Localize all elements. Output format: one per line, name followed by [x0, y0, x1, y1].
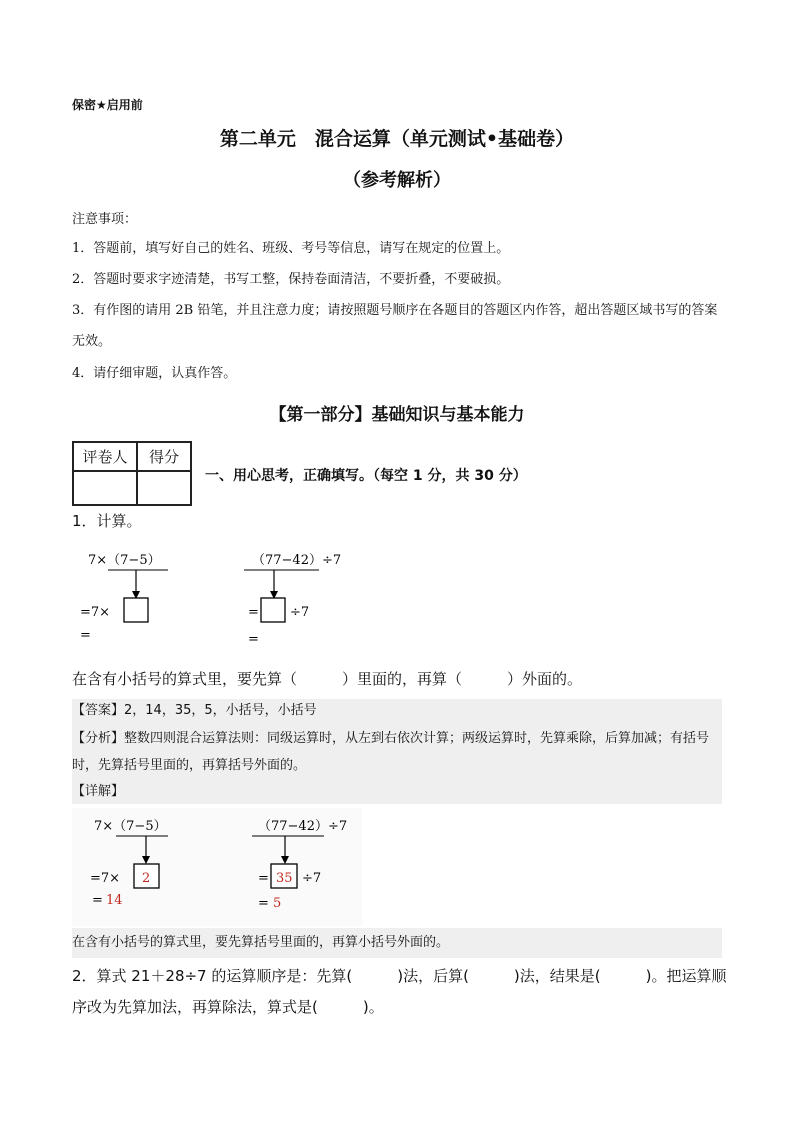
right-divide: ÷7 — [290, 605, 310, 620]
detail-right-eq-2: = — [258, 896, 269, 911]
right-answer-box[interactable] — [261, 598, 285, 622]
page-subtitle: （参考解析） — [343, 170, 451, 191]
right-eq-2: = — [248, 632, 259, 647]
detail-right-result: 5 — [273, 896, 282, 911]
detail-left-step: =7× — [90, 871, 121, 886]
detail-right-eq-1: = — [258, 871, 269, 886]
question-1-title: 1．计算。 — [72, 512, 142, 530]
q1-fill-blank: 在含有小括号的算式里，要先算（ ）里面的，再算（ ）外面的。 — [72, 670, 583, 688]
section-title: 【第一部分】基础知识与基本能力 — [269, 405, 525, 425]
score-cell[interactable] — [137, 471, 191, 505]
right-expression: （77−42）÷7 — [252, 553, 342, 568]
q1-answer: 【答案】2，14，35，5，小括号，小括号 — [72, 699, 722, 725]
notice-item-2: 2．答题时要求字迹清楚，书写工整，保持卷面清洁，不要折叠，不要破损。 — [72, 272, 510, 287]
notice-item-4: 4．请仔细审题，认真作答。 — [72, 366, 237, 381]
notice-item-3: 3．有作图的请用 2B 铅笔，并且注意力度；请按照题号顺序在各题目的答题区内作答，超出答题区域书写的答案无效。 — [72, 303, 718, 349]
q1-detail-label: 【详解】 — [72, 780, 722, 804]
left-eq: = — [80, 628, 91, 643]
left-answer-box[interactable] — [124, 598, 148, 622]
notice-item-1: 1．答题前，填写好自己的姓名、班级、考号等信息，请写在规定的位置上。 — [72, 241, 510, 256]
detail-right-divide: ÷7 — [302, 871, 322, 886]
left-expression: 7×（7−5） — [88, 553, 161, 568]
q1-conclusion: 在含有小括号的算式里，要先算括号里面的，再算小括号外面的。 — [72, 928, 722, 958]
q1-diagram — [72, 545, 372, 650]
detail-left-box-value: 2 — [142, 871, 151, 886]
left-step: =7× — [80, 605, 111, 620]
grader-cell[interactable] — [73, 471, 137, 505]
score-table — [72, 441, 192, 506]
grader-header: 评卷人 — [73, 442, 137, 471]
detail-left-expression: 7×（7−5） — [94, 819, 167, 834]
detail-left-eq: = — [92, 893, 103, 908]
detail-right-expression: （77−42）÷7 — [258, 819, 348, 834]
right-eq-1: = — [248, 605, 259, 620]
page-title: 第二单元 混合运算（单元测试•基础卷） — [219, 128, 575, 150]
notice-heading: 注意事项： — [72, 212, 138, 227]
q1-detail-diagram — [72, 808, 362, 926]
question-2: 2．算式 21＋28÷7 的运算顺序是：先算( )法，后算( )法，结果是( )。把运算顺序改为先算加法，再算除法，算式是( )。 — [72, 967, 727, 1016]
detail-right-box-value: 35 — [276, 871, 293, 886]
score-header: 得分 — [137, 442, 191, 471]
q1-analysis: 【分析】整数四则混合运算法则：同级运算时，从左到右依次计算；两级运算时，先算乘除，后算加减；有括号时，先算括号里面的，再算括号外面的。 — [72, 725, 722, 780]
confidential-label: 保密★启用前 — [72, 98, 143, 112]
detail-left-result: 14 — [106, 893, 123, 908]
part1-title: 一、用心思考，正确填写。（每空 1 分，共 30 分） — [205, 468, 527, 484]
